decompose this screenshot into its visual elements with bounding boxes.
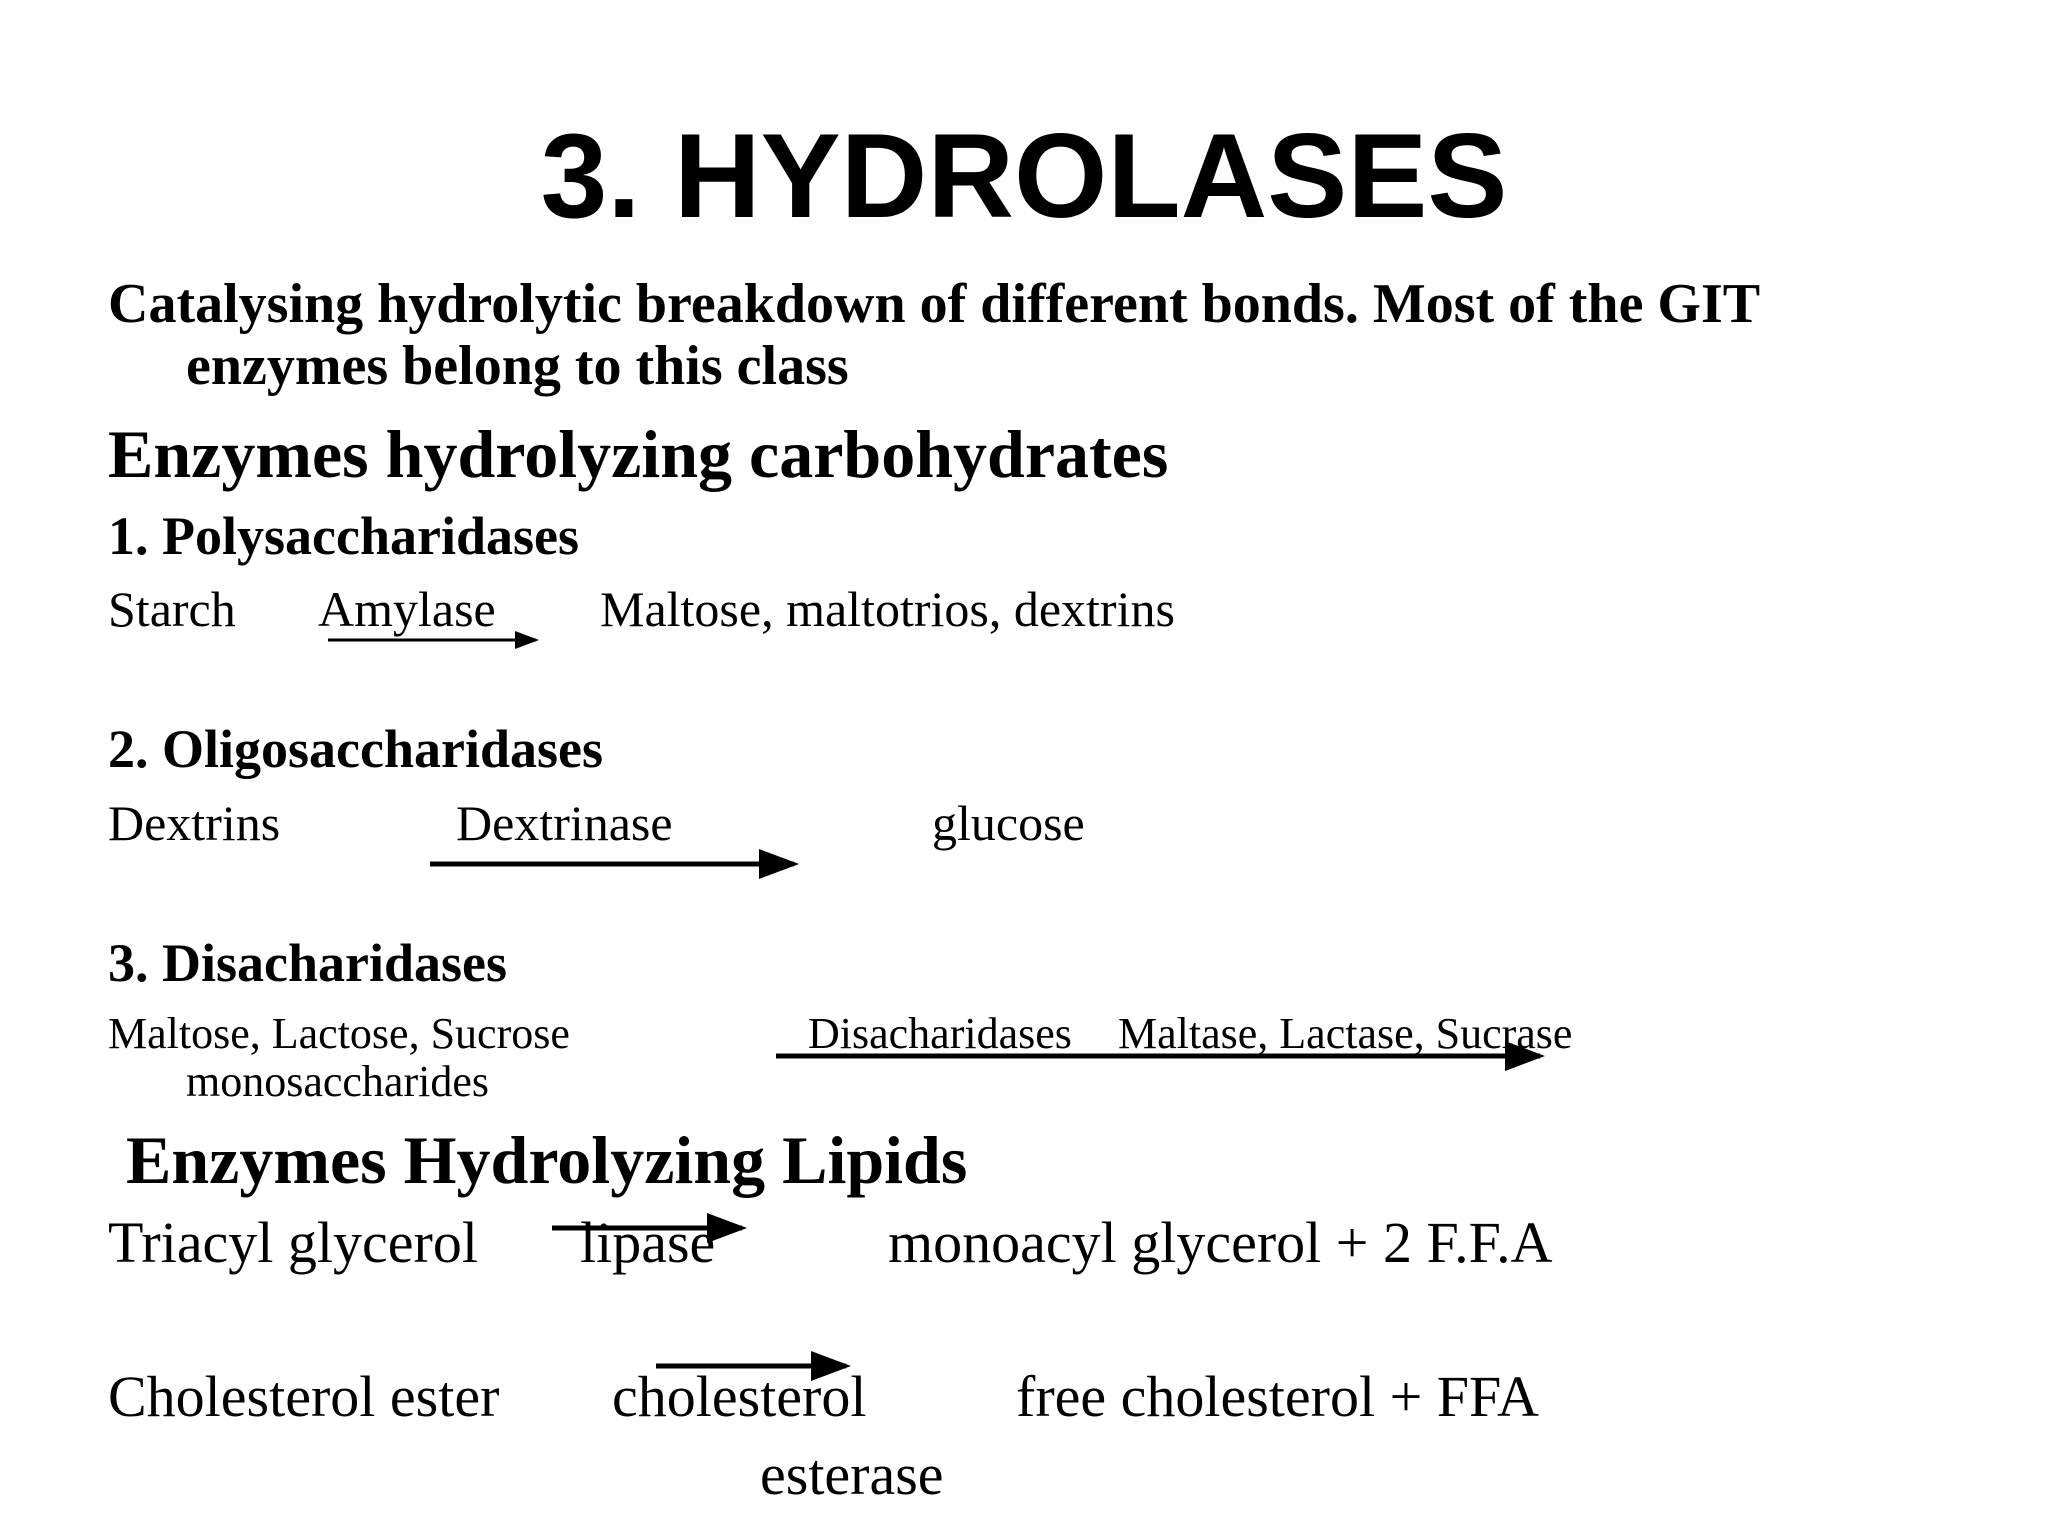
amylase-enzyme: Amylase <box>318 581 496 637</box>
oligosaccharidases-heading: 2. Oligosaccharidases <box>108 719 603 779</box>
lipids-heading: Enzymes Hydrolyzing Lipids <box>126 1122 968 1198</box>
glucose-product: glucose <box>932 795 1085 851</box>
disacharidases-enzyme-detail: Maltase, Lactase, Sucrase <box>1118 1009 1573 1058</box>
cholesterol-esterase-enzyme-line2: esterase <box>760 1442 944 1507</box>
slide-title: 3. HYDROLASES <box>540 109 1508 243</box>
disacharidases-heading: 3. Disacharidases <box>108 933 508 993</box>
amylase-product: Maltose, maltotrios, dextrins <box>600 581 1175 637</box>
carbohydrates-heading: Enzymes hydrolyzing carbohydrates <box>108 416 1169 492</box>
polysaccharidases-heading: 1. Polysaccharidases <box>108 506 579 566</box>
cholesterol-ester-substrate: Cholesterol ester <box>108 1364 500 1429</box>
dextrins-substrate: Dextrins <box>108 795 281 851</box>
triacyl-glycerol-substrate: Triacyl glycerol <box>108 1210 478 1275</box>
cholesterol-esterase-enzyme-line1: cholesterol <box>612 1364 867 1429</box>
triacyl-product: monoacyl glycerol + 2 F.F.A <box>888 1210 1553 1275</box>
disaccharide-substrates: Maltose, Lactose, Sucrose <box>108 1009 570 1058</box>
cholesterol-product: free cholesterol + FFA <box>1016 1364 1539 1429</box>
dextrinase-enzyme: Dextrinase <box>456 795 673 851</box>
disacharidases-enzyme: Disacharidases <box>808 1009 1072 1058</box>
starch-substrate: Starch <box>108 581 236 637</box>
lipase-enzyme: lipase <box>580 1210 716 1275</box>
intro-line-2: enzymes belong to this class <box>186 335 849 397</box>
intro-line-1: Catalysing hydrolytic breakdown of different bonds. Most of the GIT <box>108 273 1761 335</box>
monosaccharides-product: monosaccharides <box>186 1057 489 1106</box>
